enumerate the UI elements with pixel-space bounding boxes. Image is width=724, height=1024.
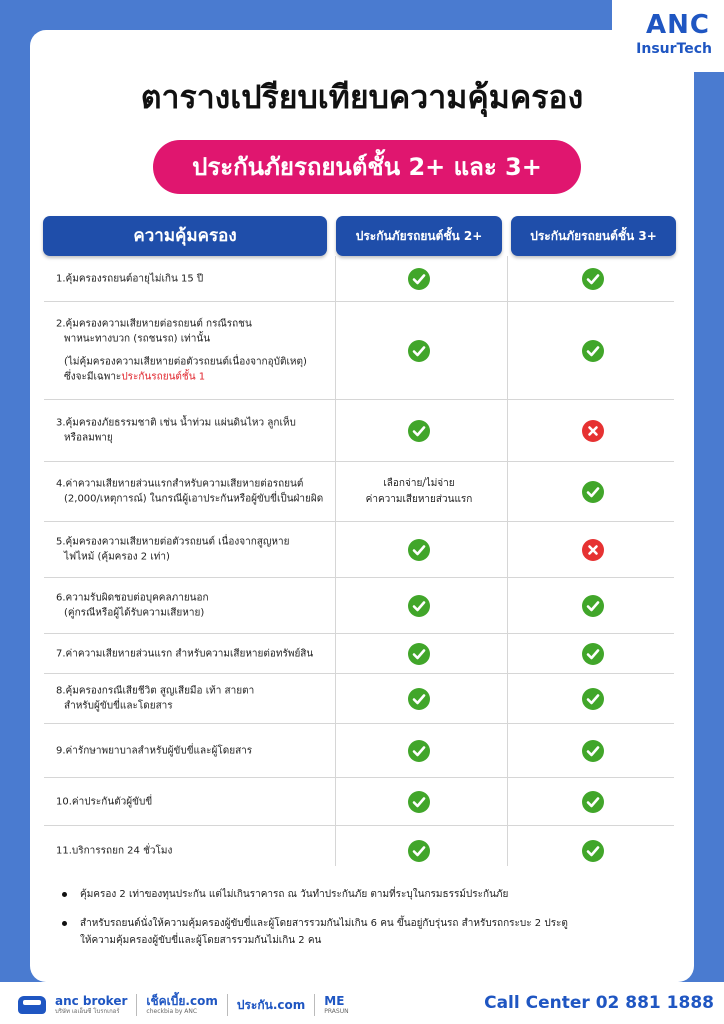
class-2plus-cell [336, 791, 502, 813]
prakan-logo: ประกัน.com [236, 998, 306, 1012]
coverage-description [56, 415, 330, 446]
coverage-description [56, 534, 330, 565]
coverage-note-text: ซึ่งจะมีเฉพาะ [64, 371, 122, 383]
anc-broker-logo [55, 995, 127, 1015]
class-2plus-cell [336, 340, 502, 362]
class-3plus-cell [511, 595, 675, 617]
coverage-description [56, 590, 330, 621]
check-icon [582, 268, 604, 290]
checkbia-logo [146, 995, 217, 1015]
class-2plus-cell [336, 539, 502, 561]
class-3plus-cell [511, 791, 675, 813]
checkbia-logo-text: เช็คเบี้ย.com [146, 994, 218, 1008]
coverage-line: 6.ความรับผิดชอบต่อบุคคลภายนอก [56, 592, 209, 603]
check-icon [582, 643, 604, 665]
coverage-line: 2.คุ้มครองความเสียหายต่อรถยนต์ กรณีรถชน [56, 318, 252, 329]
class-2plus-cell [336, 740, 502, 762]
coverage-description [56, 271, 330, 287]
car-icon [18, 996, 46, 1014]
check-icon [582, 340, 604, 362]
check-icon [408, 840, 430, 862]
anc-logo-text: ANC [646, 10, 710, 40]
coverage-line: (คู่กรณีหรือผู้ได้รับความเสียหาย) [64, 607, 205, 619]
class-3plus-cell [511, 340, 675, 362]
table-row [44, 302, 674, 400]
check-icon [408, 340, 430, 362]
footnote-line: คุ้มครอง 2 เท่าของทุนประกัน แต่ไม่เกินราคารถ ณ วันทำประกันภัย ตามที่ระบุในกรมธรรม์ประกันภัย [80, 889, 509, 900]
table-row [44, 674, 674, 724]
table-row [44, 634, 674, 674]
coverage-line: 5.คุ้มครองความเสียหายต่อตัวรถยนต์ เนื่องจากสูญหาย [56, 536, 290, 547]
page-title: ตารางเปรียบเทียบความคุ้มครอง [140, 78, 584, 116]
header-class-3plus: ประกันภัยรถยนต์ชั้น 3+ [511, 216, 676, 256]
table-row [44, 778, 674, 826]
coverage-line: 11.บริการรถยก 24 ชั่วโมง [56, 844, 173, 856]
footnote-line: ให้ความคุ้มครองผู้ขับขี่และผู้โดยสารรวมกันไม่เกิน 2 คน [80, 935, 322, 946]
class-3plus-cell [511, 643, 675, 665]
coverage-description [56, 743, 330, 759]
check-icon [408, 791, 430, 813]
table-row [44, 826, 674, 875]
check-icon [408, 740, 430, 762]
footnote-item [68, 886, 668, 903]
class-2plus-cell [336, 476, 502, 508]
table-row [44, 724, 674, 778]
coverage-line: 4.ค่าความเสียหายส่วนแรกสำหรับความเสียหายต่อรถยนต์ [56, 478, 304, 489]
coverage-description [56, 646, 330, 662]
anc-logo-badge [612, 0, 724, 72]
coverage-line: 9.ค่ารักษาพยาบาลสำหรับผู้ขับขี่และผู้โดยสาร [56, 744, 253, 756]
coverage-line: 10.ค่าประกันตัวผู้ขับขี่ [56, 795, 153, 807]
anc-broker-logo-sub: บริษัท เอเอ็นซี โบรกเกอร์ [55, 1008, 120, 1015]
class-3plus-cell [511, 420, 675, 442]
table-row [44, 522, 674, 578]
insurtech-logo-text: InsurTech [636, 41, 712, 57]
coverage-line: 7.ค่าความเสียหายส่วนแรก สำหรับความเสียหายต่อทรัพย์สิน [56, 647, 314, 659]
logo-divider [314, 994, 315, 1016]
coverage-description [56, 794, 330, 810]
class-2plus-cell [336, 840, 502, 862]
class-3plus-cell [511, 688, 675, 710]
logo-divider [227, 994, 228, 1016]
class-3plus-cell [511, 740, 675, 762]
coverage-note-highlight: ประกันรถยนต์ชั้น 1 [121, 371, 206, 383]
coverage-line: หรือลมพายุ [64, 432, 113, 444]
class-3plus-cell [511, 268, 675, 290]
call-center-number: Call Center 02 881 1888 [484, 993, 714, 1013]
coverage-line: พาหนะทางบวก (รถชนรถ) เท่านั้น [64, 333, 211, 345]
check-icon [582, 791, 604, 813]
class-3plus-cell [511, 539, 675, 561]
coverage-description [56, 843, 330, 859]
checkbia-logo-sub: checkbia by ANC [146, 1008, 198, 1015]
coverage-note [56, 370, 330, 386]
class-2plus-cell [336, 688, 502, 710]
class-3plus-cell [511, 840, 675, 862]
partner-logos [18, 994, 349, 1016]
coverage-line: 1.คุ้มครองรถยนต์อายุไม่เกิน 15 ปี [56, 272, 204, 284]
coverage-line: สำหรับผู้ขับขี่และโดยสาร [64, 700, 173, 712]
check-icon [408, 688, 430, 710]
check-icon [582, 481, 604, 503]
class-2plus-cell [336, 643, 502, 665]
coverage-line: (2,000/เหตุการณ์) ในกรณีผู้เอาประกันหรือผู้ขับขี่เป็นฝ่ายผิด [64, 493, 324, 505]
table-row [44, 400, 674, 462]
class-2plus-cell [336, 268, 502, 290]
footer-bar [0, 982, 724, 1024]
check-icon [408, 539, 430, 561]
check-icon [582, 688, 604, 710]
cross-icon [582, 539, 604, 561]
class-3plus-cell [511, 481, 675, 503]
cross-icon [582, 420, 604, 442]
table-row [44, 578, 674, 634]
footnote-line: สำหรับรถยนต์นั่งให้ความคุ้มครองผู้ขับขี่และผู้โดยสารรวมกันไม่เกิน 6 คน ขึ้นอยู่กับรุ่นรถ สำหรับรถกระบะ 2 ประตู [80, 918, 568, 929]
header-coverage: ความคุ้มครอง [43, 216, 327, 256]
table-row [44, 462, 674, 522]
check-icon [408, 268, 430, 290]
table-row [44, 256, 674, 302]
me-logo [324, 995, 348, 1015]
coverage-note: (ไม่คุ้มครองความเสียหายต่อตัวรถยนต์เนื่องจากอุบัติเหตุ) [64, 356, 307, 367]
check-icon [582, 595, 604, 617]
coverage-description [56, 316, 330, 385]
header-class-2plus: ประกันภัยรถยนต์ชั้น 2+ [336, 216, 502, 256]
comparison-table [44, 256, 674, 866]
logo-divider [136, 994, 137, 1016]
footnotes [68, 886, 668, 961]
coverage-line: 3.คุ้มครองภัยธรรมชาติ เช่น น้ำท่วม แผ่นดินไหว ลูกเห็บ [56, 417, 296, 428]
anc-broker-logo-text: anc broker [55, 994, 128, 1008]
class-2plus-cell [336, 595, 502, 617]
check-icon [582, 740, 604, 762]
class-2plus-text: ค่าความเสียหายส่วนแรก [365, 493, 473, 505]
check-icon [408, 643, 430, 665]
check-icon [408, 595, 430, 617]
footnote-item [68, 915, 668, 949]
coverage-description [56, 683, 330, 714]
class-2plus-text: เลือกจ่าย/ไม่จ่าย [383, 477, 455, 489]
coverage-line: 8.คุ้มครองกรณีเสียชีวิต สูญเสียมือ เท้า สายตา [56, 685, 255, 696]
coverage-description [56, 476, 330, 507]
page-subtitle: ประกันภัยรถยนต์ชั้น 2+ และ 3+ [153, 140, 581, 194]
me-logo-text: ME [324, 994, 345, 1008]
check-icon [408, 420, 430, 442]
me-logo-sub: PRASUN [324, 1008, 349, 1015]
class-2plus-cell [336, 420, 502, 442]
coverage-line: ไฟไหม้ (คุ้มครอง 2 เท่า) [64, 551, 170, 563]
check-icon [582, 840, 604, 862]
